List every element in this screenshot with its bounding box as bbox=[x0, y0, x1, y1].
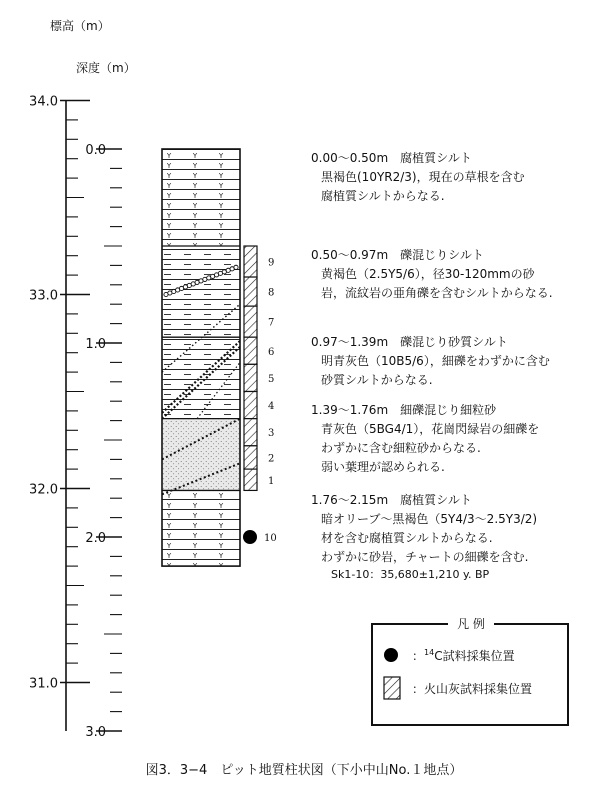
layer-description-line: 明青灰色（10B5/6），細礫をわずかに含む bbox=[321, 354, 550, 368]
layer-description-4 bbox=[311, 402, 539, 474]
layer-description-line: 材を含む腐植質シルトからなる. bbox=[321, 531, 493, 545]
layer-heading: 0.00～0.50m 腐植質シルト bbox=[311, 151, 472, 165]
legend-ash-label: ：火山灰試料採集位置 bbox=[412, 682, 533, 696]
layer-description-3 bbox=[311, 334, 550, 387]
layer-description-line: 弱い葉理が認められる. bbox=[321, 460, 445, 474]
ash-sample-6 bbox=[244, 337, 257, 364]
gravel-clast bbox=[234, 265, 238, 269]
depth-scale bbox=[29, 95, 122, 741]
legend-box bbox=[372, 624, 568, 725]
layer-description-5 bbox=[311, 492, 537, 581]
layer-heading: 0.97～1.39m 礫混じり砂質シルト bbox=[311, 335, 508, 349]
ash-sample-3 bbox=[244, 419, 257, 446]
layer-description-line: 岩，流紋岩の亜角礫を含むシルトからなる. bbox=[321, 286, 553, 300]
ash-sample-label: 8 bbox=[268, 287, 275, 299]
depth-tick-label: 2.0 bbox=[85, 531, 106, 546]
legend bbox=[372, 615, 568, 725]
layer-description-1 bbox=[311, 150, 525, 203]
elevation-tick-label: 33.0 bbox=[29, 288, 58, 304]
elevation-tick-label: 31.0 bbox=[29, 676, 58, 692]
legend-ash-icon bbox=[384, 677, 400, 699]
layer-1-fill bbox=[162, 149, 240, 246]
c14-sample-marker bbox=[243, 530, 257, 544]
ash-sample-8 bbox=[244, 277, 257, 306]
stratigraphic-column bbox=[162, 149, 240, 566]
c14-sample-label: 10 bbox=[264, 533, 277, 544]
layer-heading: 1.39～1.76m 細礫混じり細粒砂 bbox=[311, 403, 497, 417]
layer-description-line: 暗オリーブ～黒褐色（5Y4/3～2.5Y3/2) bbox=[321, 512, 538, 526]
radiocarbon-date: Sk1-10：35,680±1,210 y. BP bbox=[331, 568, 490, 581]
layer-description-line: 黒褐色(10YR2/3)，現在の草根を含む bbox=[321, 170, 525, 184]
layer-description-line: 砂質シルトからなる. bbox=[321, 373, 433, 387]
depth-tick-label: 1.0 bbox=[85, 337, 106, 352]
ash-sample-label: 7 bbox=[268, 317, 275, 329]
ash-sample-9 bbox=[244, 246, 257, 277]
ash-sample-4 bbox=[244, 392, 257, 419]
layer-heading: 1.76～2.15m 腐植質シルト bbox=[311, 493, 472, 507]
ash-sample-1 bbox=[244, 469, 257, 490]
layer-description-line: わずかに砂岩，チャートの細礫を含む. bbox=[321, 550, 529, 564]
layer-description-line: 青灰色（5BG4/1），花崗閃緑岩の細礫を bbox=[321, 422, 540, 436]
layer-description-line: 黄褐色（2.5Y5/6），径30-120mmの砂 bbox=[321, 267, 535, 281]
depth-axis-label: 深度（m） bbox=[76, 61, 136, 75]
ash-sample-label: 9 bbox=[268, 257, 275, 269]
ash-sample-label: 3 bbox=[268, 428, 275, 440]
ash-sample-2 bbox=[244, 446, 257, 469]
depth-tick-label: 0.0 bbox=[85, 143, 106, 158]
elevation-tick-label: 34.0 bbox=[29, 94, 58, 110]
layer-descriptions bbox=[311, 150, 553, 581]
layer-heading: 0.50～0.97m 礫混じりシルト bbox=[311, 248, 484, 262]
ash-sample-7 bbox=[244, 306, 257, 337]
legend-c14-label: ：$^{14}$C試料採集位置 bbox=[412, 648, 515, 663]
legend-c14-icon bbox=[384, 648, 398, 662]
layer-description-line: 腐植質シルトからなる. bbox=[321, 189, 445, 203]
ash-sample-label: 6 bbox=[268, 346, 275, 358]
ash-sample-5 bbox=[244, 364, 257, 391]
depth-tick-label: 3.0 bbox=[85, 725, 106, 740]
legend-title: 凡 例 bbox=[457, 617, 485, 631]
layer-description-line: わずかに含む細粒砂からなる. bbox=[321, 441, 481, 455]
sample-markers bbox=[243, 246, 277, 544]
layer-description-2 bbox=[311, 248, 553, 300]
ash-sample-label: 2 bbox=[268, 453, 275, 465]
layer-5-fill bbox=[162, 490, 240, 566]
elevation-axis-label: 標高（m） bbox=[50, 19, 110, 33]
elevation-tick-label: 32.0 bbox=[29, 482, 58, 498]
ash-sample-label: 1 bbox=[268, 475, 275, 487]
ash-sample-label: 5 bbox=[268, 373, 275, 385]
ash-sample-label: 4 bbox=[268, 401, 275, 413]
figure-caption: 図3．3−4 ピット地質柱状図（下小中山No.１地点） bbox=[145, 763, 463, 778]
